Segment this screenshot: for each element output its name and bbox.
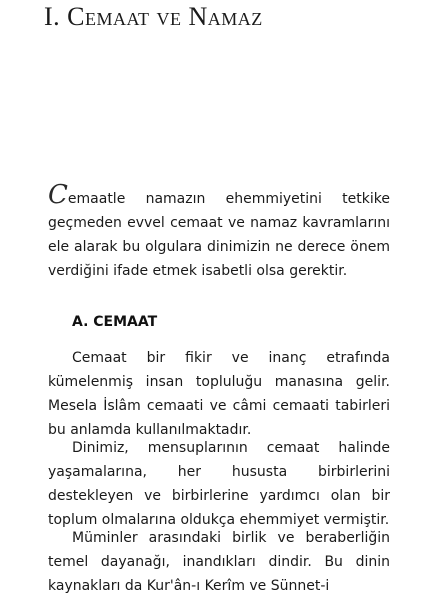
intro-text: emaatle namazın ehemmiyetini tetkike geçmeden evvel cemaat ve namaz kavramlarını ele alarak bu olgulara dinimizin ne derece önem verdiğini ifade etmek isabetli olsa gerektir. bbox=[48, 191, 390, 279]
paragraph-3: Müminler arasındaki birlik ve beraberliğin temel dayanağı, inandıkları dindir. Bu dinin kaynakları da Kur'ân-ı Kerîm ve Sünnet-i bbox=[48, 530, 390, 594]
chapter-title: I. Cemaat ve Namaz bbox=[44, 2, 263, 31]
section-heading: A. CEMAAT bbox=[72, 314, 158, 330]
intro-paragraph bbox=[48, 182, 390, 283]
paragraph-1: Cemaat bir fikir ve inanç etrafında kümelenmiş insan topluluğu manasına gelir. Mesela İslâm cemaati ve câmi cemaati tabirleri bu anlamda kullanılmaktadır. bbox=[48, 350, 390, 438]
paragraph-2: Dinimiz, mensuplarının cemaat halinde yaşamalarına, her hususta birbirlerini destekleyen ve birbirlerine yardımcı olan bir toplum olmalarına oldukça ehemmiyet vermiştir. bbox=[48, 440, 390, 528]
drop-cap: C bbox=[48, 180, 68, 210]
